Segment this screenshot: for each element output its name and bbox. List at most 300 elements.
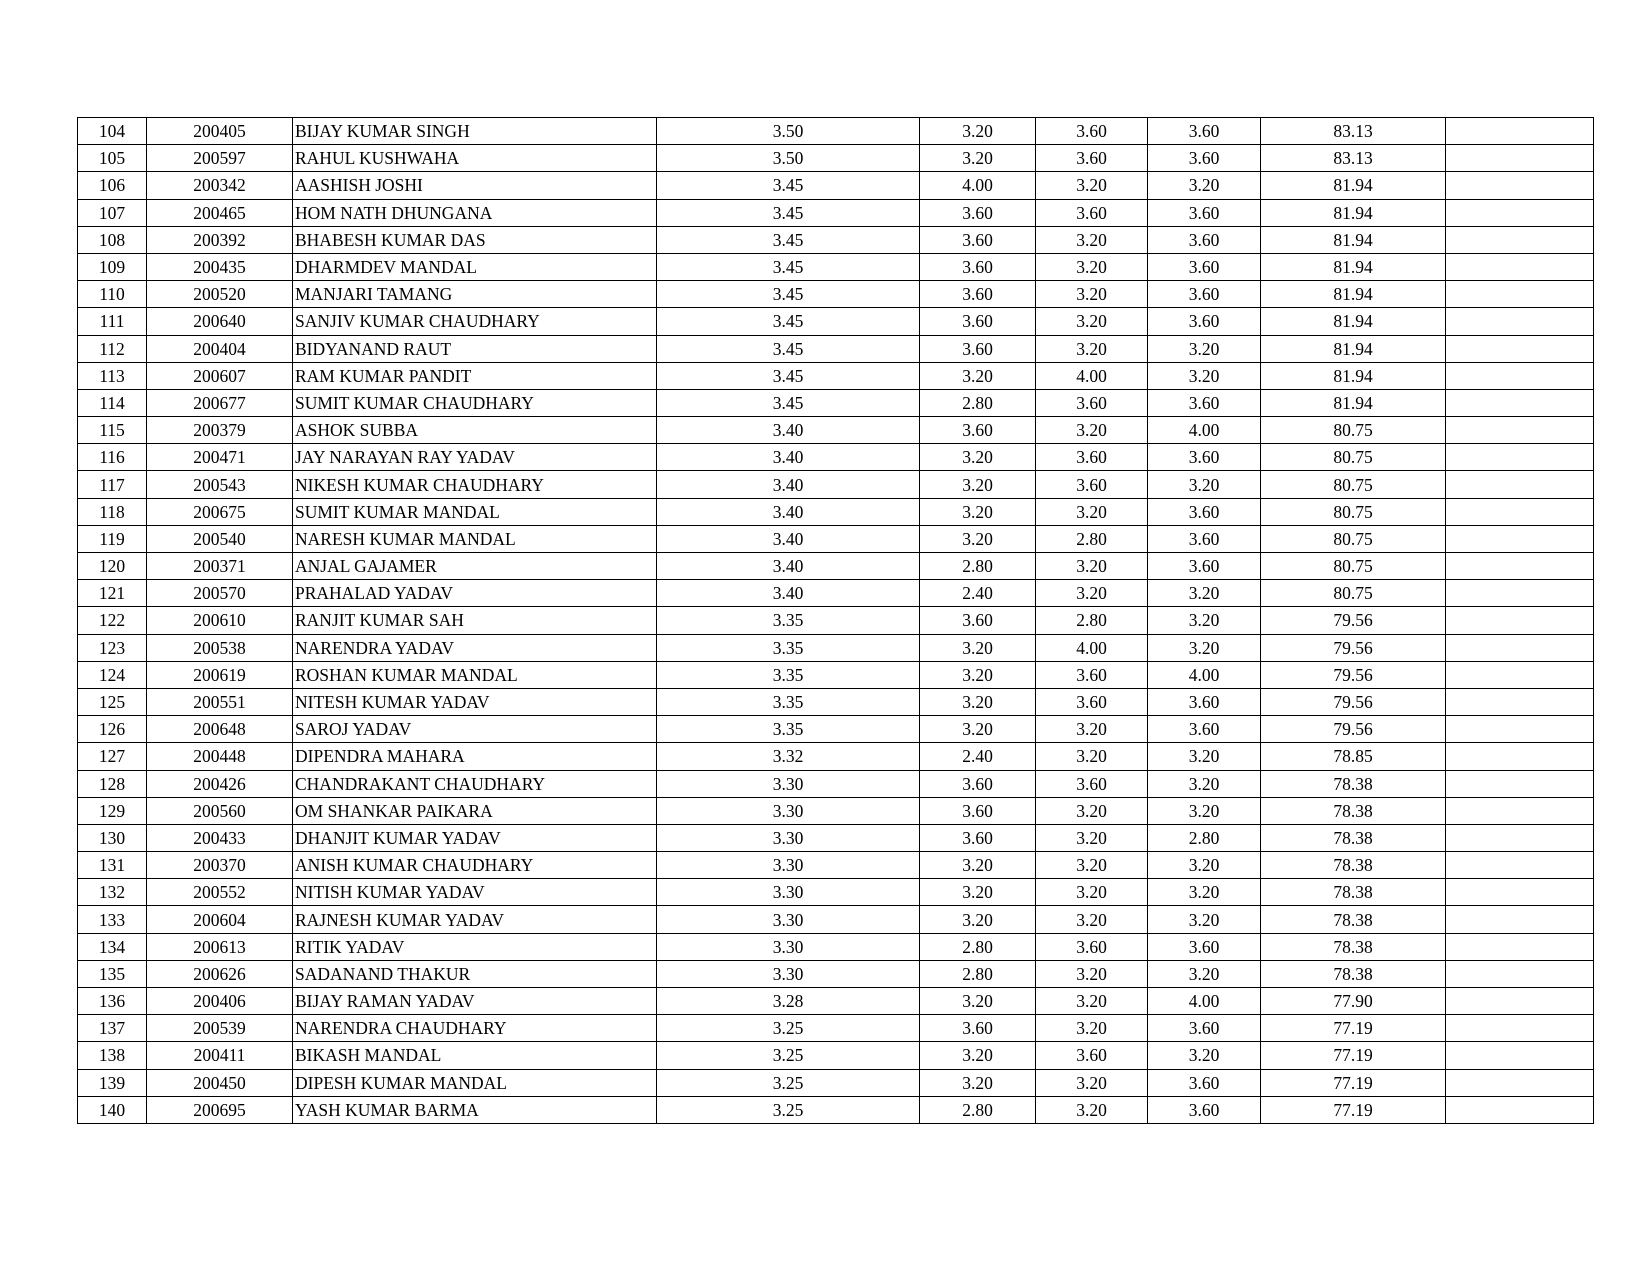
percentage-cell: 77.19 <box>1261 1096 1446 1123</box>
roll-number-cell: 200371 <box>147 553 293 580</box>
student-name-cell: RAM KUMAR PANDIT <box>293 362 657 389</box>
remarks-cell <box>1446 906 1594 933</box>
student-name-cell: NARENDRA CHAUDHARY <box>293 1015 657 1042</box>
student-name-cell: NITESH KUMAR YADAV <box>293 688 657 715</box>
remarks-cell <box>1446 743 1594 770</box>
score-1-cell: 3.20 <box>920 661 1036 688</box>
student-name-cell: RAJNESH KUMAR YADAV <box>293 906 657 933</box>
score-2-cell: 3.60 <box>1036 933 1148 960</box>
score-2-cell: 3.20 <box>1036 226 1148 253</box>
gpa-cell: 3.45 <box>657 362 920 389</box>
table-row <box>78 797 1594 824</box>
roll-number-cell: 200626 <box>147 960 293 987</box>
score-2-cell: 2.80 <box>1036 607 1148 634</box>
score-3-cell: 3.20 <box>1148 471 1261 498</box>
roll-number-cell: 200411 <box>147 1042 293 1069</box>
serial-number-cell: 113 <box>78 362 147 389</box>
gpa-cell: 3.35 <box>657 607 920 634</box>
score-1-cell: 2.80 <box>920 960 1036 987</box>
student-name-cell: JAY NARAYAN RAY YADAV <box>293 444 657 471</box>
percentage-cell: 78.38 <box>1261 770 1446 797</box>
score-3-cell: 3.60 <box>1148 498 1261 525</box>
score-1-cell: 3.60 <box>920 308 1036 335</box>
serial-number-cell: 109 <box>78 253 147 280</box>
student-name-cell: YASH KUMAR BARMA <box>293 1096 657 1123</box>
percentage-cell: 78.38 <box>1261 852 1446 879</box>
serial-number-cell: 117 <box>78 471 147 498</box>
score-3-cell: 3.20 <box>1148 743 1261 770</box>
percentage-cell: 80.75 <box>1261 417 1446 444</box>
score-1-cell: 3.20 <box>920 1042 1036 1069</box>
score-3-cell: 3.60 <box>1148 389 1261 416</box>
gpa-cell: 3.25 <box>657 1042 920 1069</box>
student-name-cell: BIJAY RAMAN YADAV <box>293 988 657 1015</box>
percentage-cell: 79.56 <box>1261 634 1446 661</box>
score-2-cell: 3.20 <box>1036 879 1148 906</box>
student-name-cell: DHANJIT KUMAR YADAV <box>293 824 657 851</box>
table-row <box>78 661 1594 688</box>
gpa-cell: 3.45 <box>657 281 920 308</box>
score-3-cell: 3.60 <box>1148 444 1261 471</box>
serial-number-cell: 114 <box>78 389 147 416</box>
score-1-cell: 3.60 <box>920 770 1036 797</box>
remarks-cell <box>1446 580 1594 607</box>
score-2-cell: 3.20 <box>1036 498 1148 525</box>
serial-number-cell: 139 <box>78 1069 147 1096</box>
gpa-cell: 3.50 <box>657 145 920 172</box>
score-2-cell: 3.20 <box>1036 743 1148 770</box>
gpa-cell: 3.25 <box>657 1096 920 1123</box>
score-1-cell: 3.20 <box>920 145 1036 172</box>
table-row <box>78 1042 1594 1069</box>
score-2-cell: 4.00 <box>1036 634 1148 661</box>
student-name-cell: PRAHALAD YADAV <box>293 580 657 607</box>
remarks-cell <box>1446 172 1594 199</box>
table-row <box>78 553 1594 580</box>
roll-number-cell: 200342 <box>147 172 293 199</box>
serial-number-cell: 135 <box>78 960 147 987</box>
remarks-cell <box>1446 824 1594 851</box>
table-row <box>78 960 1594 987</box>
percentage-cell: 83.13 <box>1261 145 1446 172</box>
serial-number-cell: 127 <box>78 743 147 770</box>
table-row <box>78 906 1594 933</box>
roll-number-cell: 200610 <box>147 607 293 634</box>
score-2-cell: 3.20 <box>1036 852 1148 879</box>
remarks-cell <box>1446 607 1594 634</box>
roll-number-cell: 200370 <box>147 852 293 879</box>
percentage-cell: 81.94 <box>1261 308 1446 335</box>
score-1-cell: 2.80 <box>920 933 1036 960</box>
remarks-cell <box>1446 1015 1594 1042</box>
serial-number-cell: 140 <box>78 1096 147 1123</box>
gpa-cell: 3.30 <box>657 933 920 960</box>
table-row <box>78 145 1594 172</box>
percentage-cell: 81.94 <box>1261 335 1446 362</box>
student-name-cell: RANJIT KUMAR SAH <box>293 607 657 634</box>
student-name-cell: NIKESH KUMAR CHAUDHARY <box>293 471 657 498</box>
percentage-cell: 81.94 <box>1261 199 1446 226</box>
score-3-cell: 3.60 <box>1148 145 1261 172</box>
serial-number-cell: 106 <box>78 172 147 199</box>
score-3-cell: 4.00 <box>1148 661 1261 688</box>
remarks-cell <box>1446 444 1594 471</box>
gpa-cell: 3.40 <box>657 553 920 580</box>
score-1-cell: 3.20 <box>920 444 1036 471</box>
score-2-cell: 3.60 <box>1036 1042 1148 1069</box>
table-row <box>78 1069 1594 1096</box>
student-name-cell: CHANDRAKANT CHAUDHARY <box>293 770 657 797</box>
roll-number-cell: 200695 <box>147 1096 293 1123</box>
table-row <box>78 933 1594 960</box>
serial-number-cell: 133 <box>78 906 147 933</box>
table-row <box>78 308 1594 335</box>
gpa-cell: 3.30 <box>657 906 920 933</box>
score-3-cell: 3.20 <box>1148 362 1261 389</box>
roll-number-cell: 200640 <box>147 308 293 335</box>
table-row <box>78 172 1594 199</box>
roll-number-cell: 200543 <box>147 471 293 498</box>
results-table <box>77 117 1594 1124</box>
remarks-cell <box>1446 661 1594 688</box>
score-3-cell: 3.60 <box>1148 253 1261 280</box>
remarks-cell <box>1446 1069 1594 1096</box>
score-3-cell: 2.80 <box>1148 824 1261 851</box>
gpa-cell: 3.28 <box>657 988 920 1015</box>
percentage-cell: 80.75 <box>1261 444 1446 471</box>
serial-number-cell: 137 <box>78 1015 147 1042</box>
remarks-cell <box>1446 988 1594 1015</box>
table-row <box>78 281 1594 308</box>
student-name-cell: ANISH KUMAR CHAUDHARY <box>293 852 657 879</box>
score-3-cell: 3.20 <box>1148 770 1261 797</box>
table-row <box>78 824 1594 851</box>
table-row <box>78 716 1594 743</box>
score-3-cell: 3.60 <box>1148 716 1261 743</box>
score-3-cell: 3.20 <box>1148 607 1261 634</box>
gpa-cell: 3.30 <box>657 879 920 906</box>
gpa-cell: 3.35 <box>657 688 920 715</box>
score-3-cell: 3.20 <box>1148 852 1261 879</box>
student-name-cell: MANJARI TAMANG <box>293 281 657 308</box>
remarks-cell <box>1446 335 1594 362</box>
score-1-cell: 2.80 <box>920 1096 1036 1123</box>
score-2-cell: 3.20 <box>1036 1096 1148 1123</box>
roll-number-cell: 200552 <box>147 879 293 906</box>
percentage-cell: 81.94 <box>1261 281 1446 308</box>
serial-number-cell: 129 <box>78 797 147 824</box>
score-1-cell: 3.20 <box>920 362 1036 389</box>
remarks-cell <box>1446 634 1594 661</box>
student-name-cell: DHARMDEV MANDAL <box>293 253 657 280</box>
score-2-cell: 3.60 <box>1036 389 1148 416</box>
percentage-cell: 80.75 <box>1261 498 1446 525</box>
serial-number-cell: 119 <box>78 525 147 552</box>
gpa-cell: 3.35 <box>657 716 920 743</box>
roll-number-cell: 200604 <box>147 906 293 933</box>
table-row <box>78 580 1594 607</box>
score-1-cell: 3.20 <box>920 688 1036 715</box>
score-1-cell: 3.60 <box>920 281 1036 308</box>
score-3-cell: 3.60 <box>1148 553 1261 580</box>
gpa-cell: 3.40 <box>657 580 920 607</box>
remarks-cell <box>1446 118 1594 145</box>
score-1-cell: 3.20 <box>920 716 1036 743</box>
percentage-cell: 79.56 <box>1261 716 1446 743</box>
score-2-cell: 3.20 <box>1036 553 1148 580</box>
score-2-cell: 4.00 <box>1036 362 1148 389</box>
score-2-cell: 3.60 <box>1036 444 1148 471</box>
student-name-cell: OM SHANKAR PAIKARA <box>293 797 657 824</box>
score-2-cell: 3.20 <box>1036 906 1148 933</box>
score-3-cell: 3.60 <box>1148 933 1261 960</box>
roll-number-cell: 200597 <box>147 145 293 172</box>
serial-number-cell: 120 <box>78 553 147 580</box>
score-3-cell: 3.20 <box>1148 172 1261 199</box>
results-table-body <box>78 118 1594 1124</box>
score-2-cell: 3.20 <box>1036 308 1148 335</box>
student-name-cell: SUMIT KUMAR MANDAL <box>293 498 657 525</box>
student-name-cell: RITIK YADAV <box>293 933 657 960</box>
score-1-cell: 3.60 <box>920 797 1036 824</box>
roll-number-cell: 200520 <box>147 281 293 308</box>
serial-number-cell: 134 <box>78 933 147 960</box>
score-1-cell: 3.20 <box>920 988 1036 1015</box>
score-2-cell: 2.80 <box>1036 525 1148 552</box>
score-1-cell: 3.60 <box>920 417 1036 444</box>
score-3-cell: 3.20 <box>1148 906 1261 933</box>
score-2-cell: 3.60 <box>1036 688 1148 715</box>
table-row <box>78 879 1594 906</box>
gpa-cell: 3.45 <box>657 308 920 335</box>
score-3-cell: 3.60 <box>1148 525 1261 552</box>
score-1-cell: 3.60 <box>920 824 1036 851</box>
score-2-cell: 3.20 <box>1036 960 1148 987</box>
remarks-cell <box>1446 226 1594 253</box>
percentage-cell: 77.19 <box>1261 1042 1446 1069</box>
remarks-cell <box>1446 417 1594 444</box>
serial-number-cell: 107 <box>78 199 147 226</box>
roll-number-cell: 200435 <box>147 253 293 280</box>
roll-number-cell: 200607 <box>147 362 293 389</box>
score-3-cell: 3.60 <box>1148 226 1261 253</box>
student-name-cell: BIDYANAND RAUT <box>293 335 657 362</box>
score-2-cell: 3.20 <box>1036 824 1148 851</box>
student-name-cell: SAROJ YADAV <box>293 716 657 743</box>
student-name-cell: ROSHAN KUMAR MANDAL <box>293 661 657 688</box>
roll-number-cell: 200426 <box>147 770 293 797</box>
roll-number-cell: 200539 <box>147 1015 293 1042</box>
score-1-cell: 3.60 <box>920 335 1036 362</box>
serial-number-cell: 125 <box>78 688 147 715</box>
score-2-cell: 3.20 <box>1036 335 1148 362</box>
percentage-cell: 81.94 <box>1261 362 1446 389</box>
remarks-cell <box>1446 770 1594 797</box>
table-row <box>78 417 1594 444</box>
score-1-cell: 2.40 <box>920 743 1036 770</box>
table-row <box>78 226 1594 253</box>
gpa-cell: 3.40 <box>657 417 920 444</box>
gpa-cell: 3.40 <box>657 525 920 552</box>
score-2-cell: 3.60 <box>1036 661 1148 688</box>
percentage-cell: 78.38 <box>1261 797 1446 824</box>
score-2-cell: 3.60 <box>1036 199 1148 226</box>
remarks-cell <box>1446 933 1594 960</box>
score-3-cell: 3.60 <box>1148 1069 1261 1096</box>
gpa-cell: 3.45 <box>657 253 920 280</box>
serial-number-cell: 131 <box>78 852 147 879</box>
score-2-cell: 3.20 <box>1036 1015 1148 1042</box>
remarks-cell <box>1446 1042 1594 1069</box>
table-row <box>78 498 1594 525</box>
serial-number-cell: 123 <box>78 634 147 661</box>
score-1-cell: 3.60 <box>920 607 1036 634</box>
score-2-cell: 3.20 <box>1036 253 1148 280</box>
score-2-cell: 3.20 <box>1036 988 1148 1015</box>
student-name-cell: SUMIT KUMAR CHAUDHARY <box>293 389 657 416</box>
table-row <box>78 852 1594 879</box>
roll-number-cell: 200675 <box>147 498 293 525</box>
percentage-cell: 78.38 <box>1261 906 1446 933</box>
roll-number-cell: 200613 <box>147 933 293 960</box>
roll-number-cell: 200540 <box>147 525 293 552</box>
table-row <box>78 688 1594 715</box>
score-2-cell: 3.60 <box>1036 118 1148 145</box>
table-row <box>78 743 1594 770</box>
score-3-cell: 3.60 <box>1148 308 1261 335</box>
serial-number-cell: 126 <box>78 716 147 743</box>
table-row <box>78 525 1594 552</box>
serial-number-cell: 110 <box>78 281 147 308</box>
remarks-cell <box>1446 308 1594 335</box>
score-1-cell: 3.60 <box>920 226 1036 253</box>
serial-number-cell: 136 <box>78 988 147 1015</box>
serial-number-cell: 130 <box>78 824 147 851</box>
roll-number-cell: 200450 <box>147 1069 293 1096</box>
gpa-cell: 3.30 <box>657 770 920 797</box>
score-3-cell: 3.60 <box>1148 118 1261 145</box>
student-name-cell: DIPENDRA MAHARA <box>293 743 657 770</box>
gpa-cell: 3.50 <box>657 118 920 145</box>
score-2-cell: 3.20 <box>1036 1069 1148 1096</box>
score-2-cell: 3.20 <box>1036 417 1148 444</box>
serial-number-cell: 105 <box>78 145 147 172</box>
percentage-cell: 78.38 <box>1261 933 1446 960</box>
score-3-cell: 3.20 <box>1148 879 1261 906</box>
student-name-cell: BHABESH KUMAR DAS <box>293 226 657 253</box>
score-3-cell: 3.20 <box>1148 634 1261 661</box>
gpa-cell: 3.35 <box>657 634 920 661</box>
score-1-cell: 2.80 <box>920 389 1036 416</box>
percentage-cell: 81.94 <box>1261 253 1446 280</box>
student-name-cell: BIKASH MANDAL <box>293 1042 657 1069</box>
remarks-cell <box>1446 471 1594 498</box>
gpa-cell: 3.25 <box>657 1015 920 1042</box>
gpa-cell: 3.30 <box>657 960 920 987</box>
score-1-cell: 3.20 <box>920 498 1036 525</box>
score-3-cell: 4.00 <box>1148 988 1261 1015</box>
percentage-cell: 79.56 <box>1261 661 1446 688</box>
gpa-cell: 3.30 <box>657 797 920 824</box>
table-row <box>78 444 1594 471</box>
score-1-cell: 4.00 <box>920 172 1036 199</box>
roll-number-cell: 200619 <box>147 661 293 688</box>
table-row <box>78 1015 1594 1042</box>
score-1-cell: 3.60 <box>920 253 1036 280</box>
score-3-cell: 3.20 <box>1148 335 1261 362</box>
student-name-cell: ANJAL GAJAMER <box>293 553 657 580</box>
gpa-cell: 3.40 <box>657 444 920 471</box>
remarks-cell <box>1446 362 1594 389</box>
percentage-cell: 81.94 <box>1261 389 1446 416</box>
score-1-cell: 3.20 <box>920 634 1036 661</box>
gpa-cell: 3.35 <box>657 661 920 688</box>
student-name-cell: BIJAY KUMAR SINGH <box>293 118 657 145</box>
remarks-cell <box>1446 688 1594 715</box>
gpa-cell: 3.30 <box>657 824 920 851</box>
roll-number-cell: 200471 <box>147 444 293 471</box>
roll-number-cell: 200379 <box>147 417 293 444</box>
roll-number-cell: 200405 <box>147 118 293 145</box>
percentage-cell: 78.38 <box>1261 879 1446 906</box>
percentage-cell: 77.19 <box>1261 1015 1446 1042</box>
gpa-cell: 3.40 <box>657 471 920 498</box>
score-2-cell: 3.20 <box>1036 580 1148 607</box>
score-3-cell: 4.00 <box>1148 417 1261 444</box>
serial-number-cell: 108 <box>78 226 147 253</box>
score-1-cell: 3.20 <box>920 906 1036 933</box>
gpa-cell: 3.45 <box>657 172 920 199</box>
remarks-cell <box>1446 797 1594 824</box>
student-name-cell: AASHISH JOSHI <box>293 172 657 199</box>
percentage-cell: 81.94 <box>1261 172 1446 199</box>
score-2-cell: 3.60 <box>1036 770 1148 797</box>
percentage-cell: 78.85 <box>1261 743 1446 770</box>
remarks-cell <box>1446 199 1594 226</box>
roll-number-cell: 200448 <box>147 743 293 770</box>
score-1-cell: 3.20 <box>920 118 1036 145</box>
score-1-cell: 2.80 <box>920 553 1036 580</box>
roll-number-cell: 200404 <box>147 335 293 362</box>
score-2-cell: 3.20 <box>1036 797 1148 824</box>
percentage-cell: 79.56 <box>1261 607 1446 634</box>
percentage-cell: 80.75 <box>1261 580 1446 607</box>
roll-number-cell: 200392 <box>147 226 293 253</box>
serial-number-cell: 138 <box>78 1042 147 1069</box>
student-name-cell: SANJIV KUMAR CHAUDHARY <box>293 308 657 335</box>
serial-number-cell: 115 <box>78 417 147 444</box>
student-name-cell: HOM NATH DHUNGANA <box>293 199 657 226</box>
percentage-cell: 80.75 <box>1261 525 1446 552</box>
remarks-cell <box>1446 879 1594 906</box>
gpa-cell: 3.45 <box>657 199 920 226</box>
percentage-cell: 83.13 <box>1261 118 1446 145</box>
score-2-cell: 3.20 <box>1036 172 1148 199</box>
table-row <box>78 607 1594 634</box>
student-name-cell: SADANAND THAKUR <box>293 960 657 987</box>
serial-number-cell: 112 <box>78 335 147 362</box>
serial-number-cell: 111 <box>78 308 147 335</box>
score-1-cell: 3.20 <box>920 1069 1036 1096</box>
score-3-cell: 3.60 <box>1148 281 1261 308</box>
serial-number-cell: 124 <box>78 661 147 688</box>
percentage-cell: 78.38 <box>1261 960 1446 987</box>
gpa-cell: 3.30 <box>657 852 920 879</box>
table-row <box>78 988 1594 1015</box>
roll-number-cell: 200538 <box>147 634 293 661</box>
percentage-cell: 80.75 <box>1261 553 1446 580</box>
remarks-cell <box>1446 525 1594 552</box>
